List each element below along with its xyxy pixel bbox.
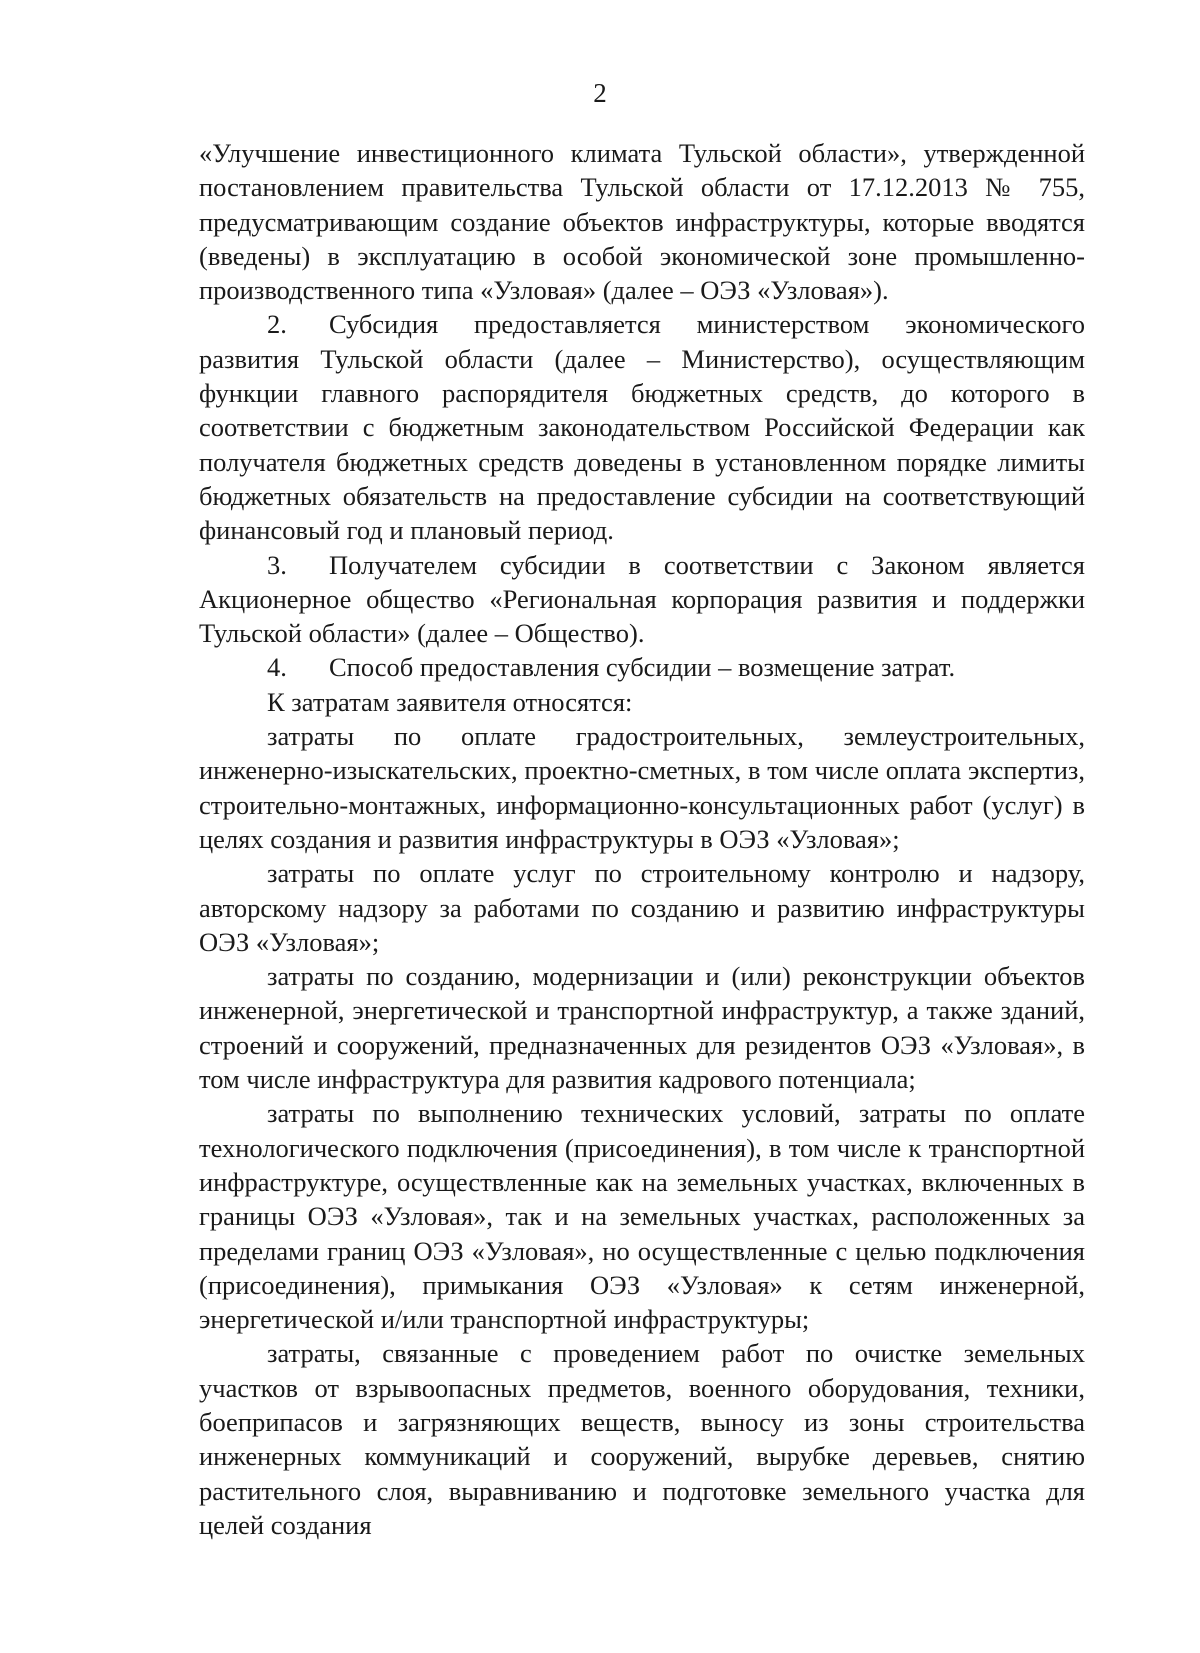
paragraph-item-2 [199, 307, 1085, 547]
paragraph-cost-item [199, 719, 1085, 856]
paragraph-continuation [199, 136, 1085, 307]
paragraph-cost-item [199, 959, 1085, 1096]
paragraph-cost-item [199, 1096, 1085, 1336]
paragraph-text: затраты по созданию, модернизации и (или) реконструкции объектов инженерной, энергетической и транспортной инфраструктур, а также зданий, строений и сооружений, предназначенных для резидентов ОЭЗ «Узловая», в том числе инфраструктура для развития кадрового потенциала; [199, 961, 1085, 1095]
paragraph-text: затраты по выполнению технических условий, затраты по оплате технологического подключения (присоединения), в том числе к транспортной инфраструктуре, осуществленные как на земельных участках, включенных в границы ОЭЗ «Узловая», так и на земельных участках, расположенных за пределами границ ОЭЗ «Узловая», но осуществленные с целью подключения (присоединения), примыкания ОЭЗ «Узловая» к сетям инженерной, энергетической и/или транспортной инфраструктуры; [199, 1098, 1085, 1335]
item-number: 2. [267, 309, 287, 340]
paragraph-cost-item [199, 856, 1085, 959]
paragraph-text: затраты по оплате услуг по строительному контролю и надзору, авторскому надзору за работами по созданию и развитию инфраструктуры ОЭЗ «Узловая»; [199, 858, 1085, 957]
paragraph-item-4 [199, 650, 1085, 684]
page-number: 2 [593, 78, 607, 108]
paragraph-text: К затратам заявителя относятся: [267, 686, 633, 717]
item-number: 4. [267, 652, 287, 683]
paragraph-text: затраты, связанные с проведением работ по очистке земельных участков от взрывоопасных предметов, военного оборудования, техники, боеприпасов и загрязняющих веществ, выносу из зоны строительства инженерных коммуникаций и сооружений, вырубке деревьев, снятию растительного слоя, выравниванию и подготовке земельного участка для целей создания [199, 1338, 1085, 1540]
paragraph-text: затраты по оплате градостроительных, землеустроительных, инженерно-изыскательских, проектно-сметных, в том числе оплата экспертиз, строительно-монтажных, информационно-консультационных работ (услуг) в целях создания и развития инфраструктуры в ОЭЗ «Узловая»; [199, 721, 1085, 854]
item-number: 3. [267, 549, 287, 580]
paragraph-text: Субсидия предоставляется министерством экономического развития Тульской области (далее – Министерство), осуществляющим функции главного распорядителя бюджетных средств, до которого в соответствии с бюджетным законодательством Российской Федерации как получателя бюджетных средств доведены в установленном порядке лимиты бюджетных обязательств на предоставление субсидии на соответствующий финансовый год и плановый период. [199, 309, 1085, 546]
paragraph-item-3 [199, 548, 1085, 651]
paragraph-cost-item [199, 1336, 1085, 1542]
paragraph-costs-intro [199, 685, 1085, 719]
paragraph-text: «Улучшение инвестиционного климата Тульской области», утвержденной постановлением правительства Тульской области от 17.12.2013 № 755, предусматривающим создание объектов инфраструктуры, которые вводятся (введены) в эксплуатацию в особой экономической зоне промышленно-производственного типа «Узловая» (далее – ОЭЗ «Узловая»). [199, 138, 1085, 306]
paragraph-text: Получателем субсидии в соответствии с Законом является Акционерное общество «Региональная корпорация развития и поддержки Тульской области» (далее – Общество). [199, 549, 1085, 649]
paragraph-text: Способ предоставления субсидии – возмещение затрат. [329, 652, 956, 683]
document-body [199, 136, 1085, 1542]
